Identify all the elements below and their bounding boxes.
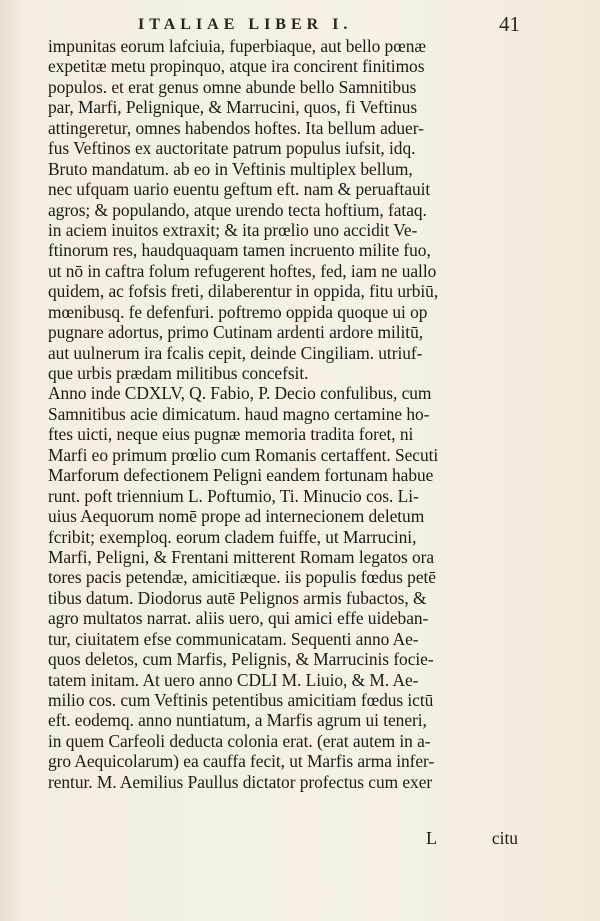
text-line: runt. poft triennium L. Poftumio, Ti. Minucio cos. Li- xyxy=(48,485,419,506)
text-line: in quem Carfeoli deducta colonia erat. (erat autem in a- xyxy=(48,730,431,751)
text-line: gro Aequicolarum) ea cauffa fecit, ut Marfis arma infer- xyxy=(48,751,435,772)
catchword: citu xyxy=(491,828,518,848)
text-line: fcribit; exemploq. eorum cladem fuiffe, ut Marrucini, xyxy=(48,526,417,547)
text-line: expetitæ metu propinquo, atque ira concirent finitimos xyxy=(48,56,425,77)
text-line: ftes uicti, neque eius pugnæ memoria tradita foret, ni xyxy=(48,424,414,445)
text-line: agro multatos narrat. aliis uero, qui amici effe uideban- xyxy=(48,608,429,629)
text-line: Bruto mandatum. ab eo in Veftinis multiplex bellum, xyxy=(48,158,413,179)
text-line: Anno inde CDXLV, Q. Fabio, P. Decio confulibus, cum xyxy=(48,383,432,404)
page-footer xyxy=(48,828,532,850)
text-line: pugnare adortus, primo Cutinam ardenti ardore militū, xyxy=(48,322,424,343)
signature-mark: L xyxy=(426,828,437,848)
text-line: tores pacis petendæ, amicitiæque. iis populis fœdus petē xyxy=(48,567,436,588)
text-line: Marfi eo primum prœlio cum Romanis certaffent. Secuti xyxy=(48,444,439,465)
text-line: tatem initam. At uero anno CDLI M. Liuio, & M. Ae- xyxy=(48,669,419,690)
text-line: tur, ciuitatem efse communicatam. Sequenti anno Ae- xyxy=(48,628,419,649)
text-line: Samnitibus acie dimicatum. haud magno certamine ho- xyxy=(48,403,430,424)
text-line: fus Veftinos ex auctoritate patrum populus iufsit, idq. xyxy=(48,138,416,159)
text-line: nec ufquam uario euentu geftum eft. nam & peruaftauit xyxy=(48,179,431,200)
text-line: in aciem inuitos extraxit; & ita prœlio uno accidit Ve- xyxy=(48,219,418,240)
text-line: ftinorum res, haudquaquam tamen incruento milite fuo, xyxy=(48,240,431,261)
text-line: Marfi, Peligni, & Frentani mitterent Romam legatos ora xyxy=(48,546,435,567)
running-title: ITALIAE LIBER I. xyxy=(138,16,353,33)
text-line: Marforum defectionem Peligni eandem fortunam habue xyxy=(48,465,434,486)
text-line: mœnibusq. fe defenfuri. poftremo oppida quoque ui op xyxy=(48,301,428,322)
text-line: que urbis prædam militibus concefsit. xyxy=(48,363,309,383)
text-line: uius Aequorum nomē prope ad internecionem deletum xyxy=(48,506,425,527)
text-line: quos deletos, cum Marfis, Pelignis, & Marrucinis focie- xyxy=(48,649,434,670)
text-line: par, Marfi, Pelignique, & Marrucini, quos, fi Veftinus xyxy=(48,97,418,118)
text-line: aut uulnerum ira fcalis cepit, deinde Cingiliam. utriuf- xyxy=(48,342,423,363)
text-line: milio cos. cum Veftinis petentibus amicitiam fœdus ictū xyxy=(48,690,434,710)
text-line: eft. eodemq. anno nuntiatum, a Marfis agrum ui teneri, xyxy=(48,710,427,731)
body-text xyxy=(48,36,532,792)
text-line: attingeretur, omnes habendos hoftes. Ita bellum aduer- xyxy=(48,117,424,138)
text-line: impunitas eorum lafciuia, fuperbiaque, aut bello pœnæ xyxy=(48,36,426,56)
page-number: 41 xyxy=(499,12,520,36)
text-line: quidem, ac fofsis freti, dilaberentur in oppida, fitu urbiū, xyxy=(48,281,439,302)
text-line: populos. et erat genus omne abunde bello Samnitibus xyxy=(48,76,417,97)
text-line: rentur. M. Aemilius Paullus dictator profectus cum exer xyxy=(48,771,433,792)
text-line: tibus datum. Diodorus autē Pelignos armis fubactos, & xyxy=(48,587,427,608)
text-line: ut nō in caftra folum refugerent hoftes, fed, iam ne uallo xyxy=(48,260,437,281)
running-head xyxy=(120,12,520,36)
text-line: agros; & populando, atque urendo tecta hoftium, fataq. xyxy=(48,199,427,220)
